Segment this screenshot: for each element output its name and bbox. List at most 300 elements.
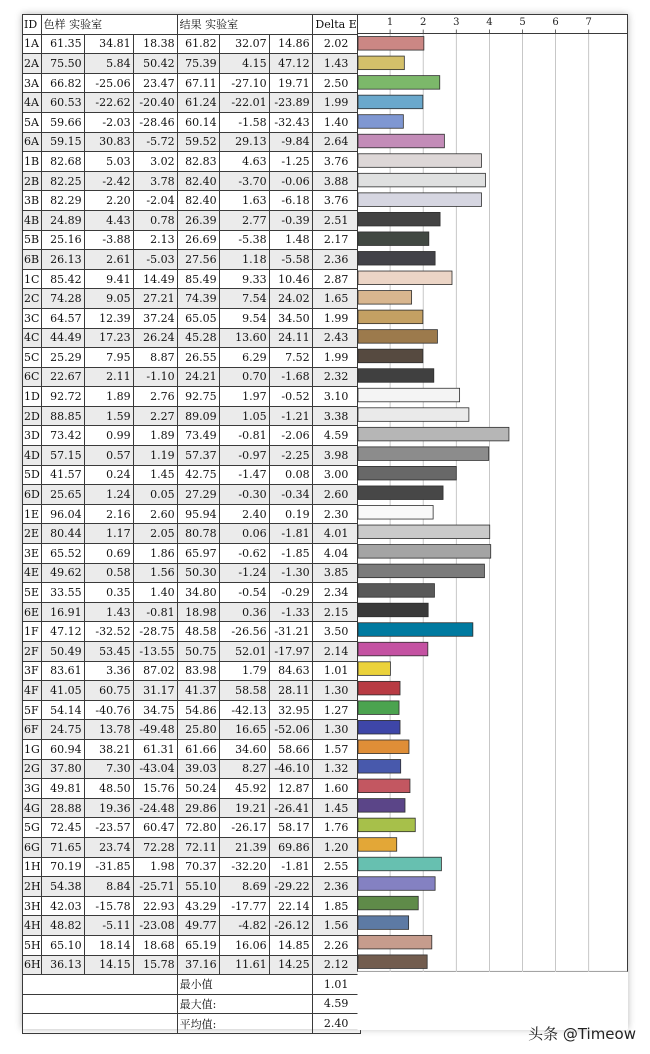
sample-L: 49.81: [41, 779, 84, 799]
bar-3E: [358, 545, 491, 559]
table-row: [23, 798, 361, 818]
sample-a: 19.36: [84, 798, 133, 818]
sample-L: 25.16: [41, 230, 84, 250]
sample-a: 53.45: [84, 642, 133, 662]
sample-L: 59.66: [41, 112, 84, 132]
delta-e-value: 1.43: [312, 54, 360, 74]
bar-2G: [358, 760, 401, 774]
summary-value-maximum: 4.59: [312, 994, 360, 1014]
sample-b: 2.05: [133, 524, 177, 544]
sample-L: 65.52: [41, 544, 84, 564]
result-L: 80.78: [177, 524, 219, 544]
delta-e-value: 1.40: [312, 112, 360, 132]
result-b: -9.84: [269, 132, 312, 152]
patch-id: 5C: [23, 348, 42, 368]
delta-e-value: 2.55: [312, 857, 360, 877]
table-row: [23, 739, 361, 759]
result-lab-header: 结果 实验室: [177, 15, 312, 35]
x-tick-label: 4: [486, 17, 493, 28]
patch-id: 4B: [23, 210, 42, 230]
result-a: -0.54: [219, 583, 269, 603]
delta-e-value: 2.14: [312, 642, 360, 662]
table-row: [23, 720, 361, 740]
result-L: 73.49: [177, 426, 219, 446]
result-a: 16.06: [219, 935, 269, 955]
result-L: 83.98: [177, 661, 219, 681]
bar-3H: [358, 896, 418, 910]
result-a: 2.40: [219, 504, 269, 524]
result-L: 26.39: [177, 210, 219, 230]
summary-blank: [23, 975, 178, 995]
sample-a: 4.43: [84, 210, 133, 230]
result-b: -6.18: [269, 191, 312, 211]
delta-e-value: 1.65: [312, 289, 360, 309]
patch-id: 6A: [23, 132, 42, 152]
result-b: -2.25: [269, 446, 312, 466]
patch-id: 1B: [23, 152, 42, 172]
sample-L: 92.72: [41, 387, 84, 407]
summary-label-average: 平均值:: [177, 1014, 312, 1034]
result-b: -26.41: [269, 798, 312, 818]
delta-e-bar-chart: [357, 14, 628, 1028]
sample-L: 83.61: [41, 661, 84, 681]
result-a: 0.70: [219, 367, 269, 387]
delta-e-value: 3.10: [312, 387, 360, 407]
bar-5G: [358, 818, 415, 832]
patch-id: 4G: [23, 798, 42, 818]
patch-id: 1F: [23, 622, 42, 642]
sample-L: 80.44: [41, 524, 84, 544]
sample-a: -23.57: [84, 818, 133, 838]
result-L: 45.28: [177, 328, 219, 348]
delta-e-value: 4.01: [312, 524, 360, 544]
result-b: 22.14: [269, 896, 312, 916]
result-L: 92.75: [177, 387, 219, 407]
result-L: 65.19: [177, 935, 219, 955]
sample-b: 31.17: [133, 681, 177, 701]
result-b: -52.06: [269, 720, 312, 740]
result-b: -1.33: [269, 602, 312, 622]
table-row: [23, 387, 361, 407]
result-a: 29.13: [219, 132, 269, 152]
delta-e-value: 1.27: [312, 700, 360, 720]
sample-b: 18.38: [133, 34, 177, 54]
delta-e-value: 3.50: [312, 622, 360, 642]
result-a: -26.17: [219, 818, 269, 838]
result-a: -1.24: [219, 563, 269, 583]
result-L: 82.83: [177, 152, 219, 172]
bar-3C: [358, 310, 423, 324]
patch-id: 3B: [23, 191, 42, 211]
sample-L: 82.29: [41, 191, 84, 211]
result-a: 1.63: [219, 191, 269, 211]
result-a: 1.97: [219, 387, 269, 407]
delta-e-value: 2.36: [312, 250, 360, 270]
patch-id: 4A: [23, 93, 42, 113]
bar-2B: [358, 173, 485, 187]
patch-id: 2E: [23, 524, 42, 544]
patch-id: 3D: [23, 426, 42, 446]
delta-e-value: 3.76: [312, 191, 360, 211]
table-row: [23, 583, 361, 603]
table-row: [23, 465, 361, 485]
bar-6E: [358, 603, 428, 617]
delta-e-value: 1.01: [312, 661, 360, 681]
result-b: -0.52: [269, 387, 312, 407]
delta-e-value: 2.34: [312, 583, 360, 603]
result-b: -32.43: [269, 112, 312, 132]
result-a: 16.65: [219, 720, 269, 740]
bar-6B: [358, 251, 435, 265]
result-L: 27.29: [177, 485, 219, 505]
result-a: 6.29: [219, 348, 269, 368]
table-row: [23, 406, 361, 426]
patch-id: 5E: [23, 583, 42, 603]
result-a: 58.58: [219, 681, 269, 701]
delta-e-value: 1.56: [312, 916, 360, 936]
bar-6D: [358, 486, 443, 500]
patch-id: 5D: [23, 465, 42, 485]
patch-id: 6D: [23, 485, 42, 505]
sample-a: -32.52: [84, 622, 133, 642]
sample-b: 60.47: [133, 818, 177, 838]
bar-5B: [358, 232, 429, 246]
result-b: 69.86: [269, 837, 312, 857]
delta-e-value: 1.99: [312, 348, 360, 368]
result-a: -3.70: [219, 171, 269, 191]
sample-b: 87.02: [133, 661, 177, 681]
patch-id: 5F: [23, 700, 42, 720]
sample-b: 18.68: [133, 935, 177, 955]
delta-e-value: 1.76: [312, 818, 360, 838]
delta-e-value: 1.99: [312, 93, 360, 113]
sample-b: -28.75: [133, 622, 177, 642]
result-b: 19.71: [269, 73, 312, 93]
result-b: 24.02: [269, 289, 312, 309]
result-L: 42.75: [177, 465, 219, 485]
sample-a: 3.36: [84, 661, 133, 681]
sample-b: 15.78: [133, 955, 177, 975]
sample-a: 5.84: [84, 54, 133, 74]
table-row: [23, 426, 361, 446]
table-row: [23, 367, 361, 387]
sample-a: 0.69: [84, 544, 133, 564]
result-b: -2.06: [269, 426, 312, 446]
sample-L: 42.03: [41, 896, 84, 916]
sample-L: 70.19: [41, 857, 84, 877]
result-a: 45.92: [219, 779, 269, 799]
x-tick-label: 3: [453, 17, 460, 28]
sample-L: 41.05: [41, 681, 84, 701]
x-tick-label: 7: [585, 17, 592, 28]
result-b: 47.12: [269, 54, 312, 74]
delta-e-value: 2.60: [312, 485, 360, 505]
result-a: 4.63: [219, 152, 269, 172]
result-b: 84.63: [269, 661, 312, 681]
result-L: 89.09: [177, 406, 219, 426]
result-L: 59.52: [177, 132, 219, 152]
delta-e-value: 1.60: [312, 779, 360, 799]
result-a: 32.07: [219, 34, 269, 54]
patch-id: 2B: [23, 171, 42, 191]
bar-2E: [358, 525, 490, 539]
result-L: 57.37: [177, 446, 219, 466]
bar-4G: [358, 799, 405, 813]
result-a: -1.47: [219, 465, 269, 485]
patch-id: 3H: [23, 896, 42, 916]
result-b: -1.81: [269, 857, 312, 877]
sample-a: -25.06: [84, 73, 133, 93]
result-b: -1.30: [269, 563, 312, 583]
sample-a: 7.95: [84, 348, 133, 368]
result-b: 0.19: [269, 504, 312, 524]
result-L: 61.66: [177, 739, 219, 759]
sample-b: 3.02: [133, 152, 177, 172]
result-L: 95.94: [177, 504, 219, 524]
delta-e-value: 1.30: [312, 720, 360, 740]
table-header-row: [23, 15, 361, 35]
sample-L: 60.94: [41, 739, 84, 759]
patch-id: 2G: [23, 759, 42, 779]
result-a: 11.61: [219, 955, 269, 975]
result-a: 8.27: [219, 759, 269, 779]
result-a: -17.77: [219, 896, 269, 916]
sample-b: 2.60: [133, 504, 177, 524]
table-row: [23, 269, 361, 289]
patch-id: 6B: [23, 250, 42, 270]
bar-4B: [358, 212, 440, 226]
delta-e-value: 2.36: [312, 877, 360, 897]
delta-e-value: 2.12: [312, 955, 360, 975]
sample-L: 66.82: [41, 73, 84, 93]
summary-row-average: [23, 1014, 361, 1034]
bar-2H: [358, 877, 435, 891]
result-L: 70.37: [177, 857, 219, 877]
result-a: 4.15: [219, 54, 269, 74]
result-L: 54.86: [177, 700, 219, 720]
result-b: 10.46: [269, 269, 312, 289]
sample-a: -2.03: [84, 112, 133, 132]
sample-a: 0.57: [84, 446, 133, 466]
sample-b: 50.42: [133, 54, 177, 74]
bar-1D: [358, 388, 460, 402]
table-row: [23, 955, 361, 975]
summary-blank: [23, 994, 178, 1014]
sample-L: 64.57: [41, 308, 84, 328]
bar-5A: [358, 115, 403, 129]
bar-3D: [358, 427, 509, 441]
sample-a: 12.39: [84, 308, 133, 328]
sample-b: 1.56: [133, 563, 177, 583]
result-a: 1.05: [219, 406, 269, 426]
bar-2A: [358, 56, 404, 70]
patch-id: 3A: [23, 73, 42, 93]
sample-a: 23.74: [84, 837, 133, 857]
delta-e-value: 1.85: [312, 896, 360, 916]
delta-e-value: 2.50: [312, 73, 360, 93]
x-tick-label: 2: [420, 17, 427, 28]
bar-3F: [358, 662, 390, 676]
delta-e-value: 1.99: [312, 308, 360, 328]
sample-a: 13.78: [84, 720, 133, 740]
sample-a: 2.20: [84, 191, 133, 211]
x-tick-label: 5: [519, 17, 526, 28]
sample-a: 14.15: [84, 955, 133, 975]
sample-b: -0.81: [133, 602, 177, 622]
patch-id: 4D: [23, 446, 42, 466]
result-L: 72.80: [177, 818, 219, 838]
delta-e-value: 1.20: [312, 837, 360, 857]
result-b: -0.29: [269, 583, 312, 603]
result-L: 39.03: [177, 759, 219, 779]
sample-a: 0.24: [84, 465, 133, 485]
result-L: 34.80: [177, 583, 219, 603]
table-row: [23, 857, 361, 877]
result-b: -0.39: [269, 210, 312, 230]
sample-a: 8.84: [84, 877, 133, 897]
result-b: -26.12: [269, 916, 312, 936]
table-row: [23, 681, 361, 701]
sample-b: 1.40: [133, 583, 177, 603]
delta-e-value: 1.57: [312, 739, 360, 759]
result-a: 9.33: [219, 269, 269, 289]
delta-e-value: 3.38: [312, 406, 360, 426]
table-row: [23, 837, 361, 857]
result-a: 13.60: [219, 328, 269, 348]
patch-id: 3F: [23, 661, 42, 681]
sample-b: 27.21: [133, 289, 177, 309]
result-b: -17.97: [269, 642, 312, 662]
patch-id: 2F: [23, 642, 42, 662]
result-a: 9.54: [219, 308, 269, 328]
result-a: -0.81: [219, 426, 269, 446]
patch-id: 6F: [23, 720, 42, 740]
result-a: 19.21: [219, 798, 269, 818]
result-a: 0.36: [219, 602, 269, 622]
table-row: [23, 132, 361, 152]
table-row: [23, 112, 361, 132]
result-a: 8.69: [219, 877, 269, 897]
table-row: [23, 152, 361, 172]
sample-a: -22.62: [84, 93, 133, 113]
result-L: 27.56: [177, 250, 219, 270]
delta-e-value: 3.00: [312, 465, 360, 485]
result-L: 85.49: [177, 269, 219, 289]
sample-b: -1.10: [133, 367, 177, 387]
bar-2F: [358, 642, 428, 656]
sample-b: 0.78: [133, 210, 177, 230]
sample-a: 0.35: [84, 583, 133, 603]
sample-b: -13.55: [133, 642, 177, 662]
delta-e-value: 1.30: [312, 681, 360, 701]
sample-L: 61.35: [41, 34, 84, 54]
summary-blank-area: [358, 971, 628, 1030]
sample-a: 1.59: [84, 406, 133, 426]
patch-id: 5G: [23, 818, 42, 838]
sample-L: 47.12: [41, 622, 84, 642]
sample-a: 9.41: [84, 269, 133, 289]
bar-4A: [358, 95, 423, 109]
patch-id: 4C: [23, 328, 42, 348]
sample-L: 48.82: [41, 916, 84, 936]
sample-a: -2.42: [84, 171, 133, 191]
bar-4D: [358, 447, 489, 461]
result-L: 43.29: [177, 896, 219, 916]
result-b: 24.11: [269, 328, 312, 348]
sample-a: 1.17: [84, 524, 133, 544]
result-a: 2.77: [219, 210, 269, 230]
sample-L: 82.25: [41, 171, 84, 191]
sample-L: 26.13: [41, 250, 84, 270]
summary-label-maximum: 最大值:: [177, 994, 312, 1014]
result-L: 50.30: [177, 563, 219, 583]
sample-L: 24.89: [41, 210, 84, 230]
result-L: 61.24: [177, 93, 219, 113]
sample-b: -2.04: [133, 191, 177, 211]
sample-b: -5.72: [133, 132, 177, 152]
delta-e-value: 2.87: [312, 269, 360, 289]
sample-b: -49.48: [133, 720, 177, 740]
sample-b: 2.27: [133, 406, 177, 426]
result-L: 75.39: [177, 54, 219, 74]
patch-id: 3G: [23, 779, 42, 799]
sample-a: 9.05: [84, 289, 133, 309]
result-b: 58.66: [269, 739, 312, 759]
sample-b: 22.93: [133, 896, 177, 916]
bar-1C: [358, 271, 452, 285]
sample-L: 25.29: [41, 348, 84, 368]
bar-6H: [358, 955, 427, 969]
sample-L: 73.42: [41, 426, 84, 446]
table-row: [23, 210, 361, 230]
sample-a: -3.88: [84, 230, 133, 250]
result-L: 65.05: [177, 308, 219, 328]
patch-id: 6C: [23, 367, 42, 387]
bar-3G: [358, 779, 410, 793]
result-a: 1.79: [219, 661, 269, 681]
result-a: -4.82: [219, 916, 269, 936]
result-a: -0.97: [219, 446, 269, 466]
bar-1H: [358, 857, 441, 871]
result-a: -42.13: [219, 700, 269, 720]
sample-b: 15.76: [133, 779, 177, 799]
sample-b: -23.08: [133, 916, 177, 936]
table-row: [23, 93, 361, 113]
sample-L: 54.14: [41, 700, 84, 720]
sample-a: 2.11: [84, 367, 133, 387]
result-a: 52.01: [219, 642, 269, 662]
table-row: [23, 642, 361, 662]
sample-a: 48.50: [84, 779, 133, 799]
result-b: 1.48: [269, 230, 312, 250]
table-row: [23, 54, 361, 74]
bar-2D: [358, 408, 469, 422]
sample-L: 75.50: [41, 54, 84, 74]
bar-5F: [358, 701, 399, 715]
result-L: 49.77: [177, 916, 219, 936]
result-L: 55.10: [177, 877, 219, 897]
sample-a: -15.78: [84, 896, 133, 916]
patch-id: 1D: [23, 387, 42, 407]
result-a: -32.20: [219, 857, 269, 877]
delta-e-value: 1.32: [312, 759, 360, 779]
result-a: -0.62: [219, 544, 269, 564]
bar-6A: [358, 134, 444, 148]
delta-e-value: 2.51: [312, 210, 360, 230]
sample-a: -31.85: [84, 857, 133, 877]
table-row: [23, 73, 361, 93]
table-row: [23, 348, 361, 368]
